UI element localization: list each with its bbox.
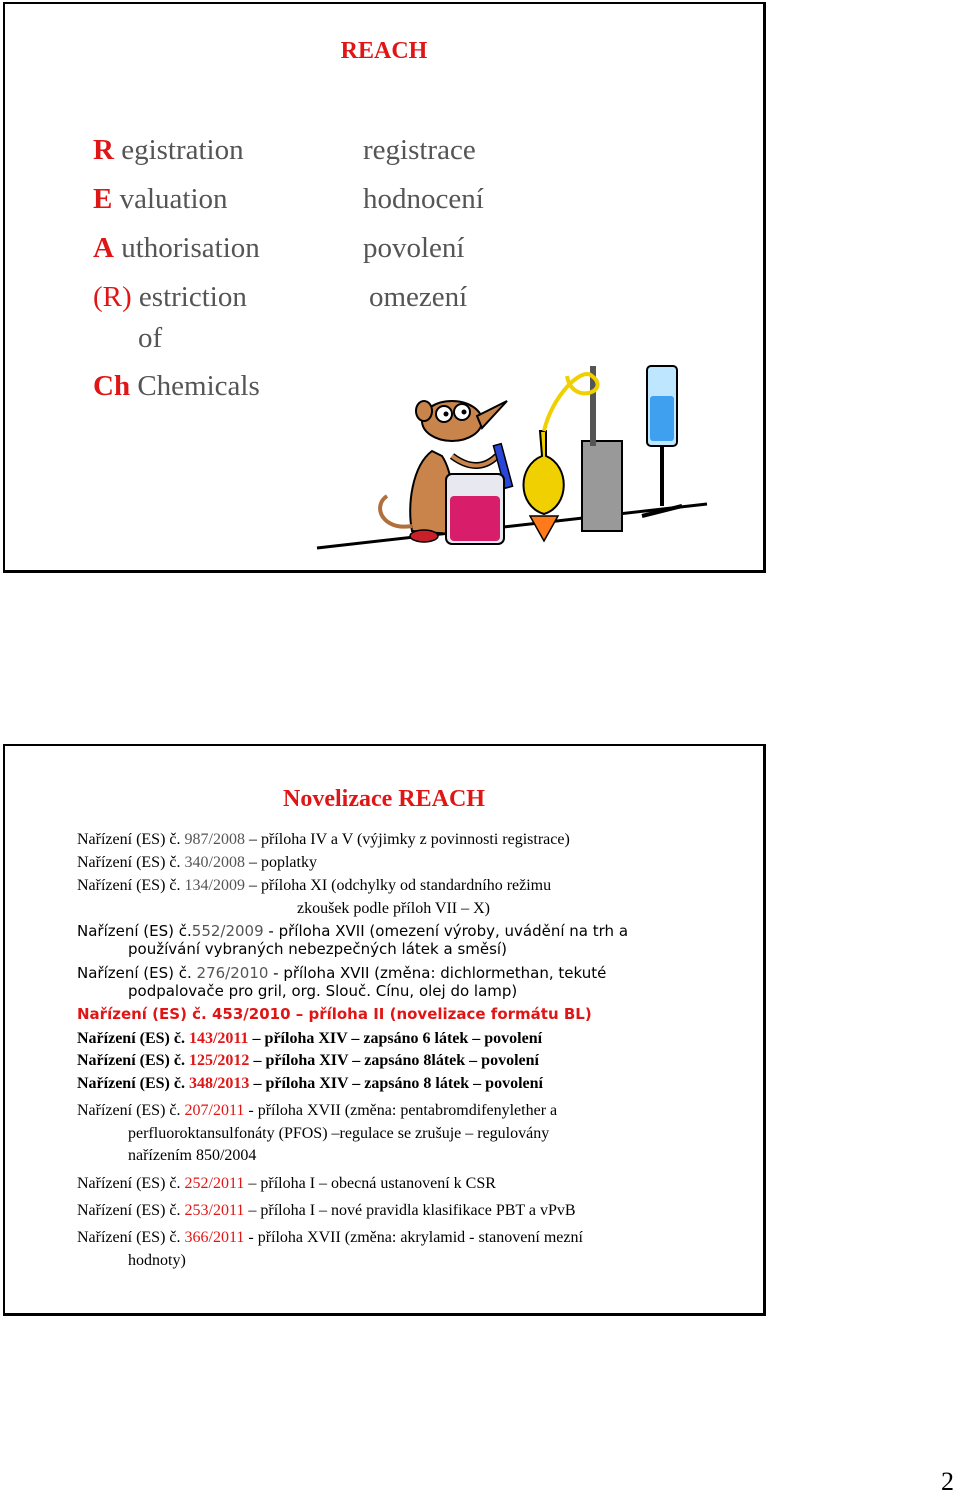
- rat-feet: [410, 530, 438, 542]
- regulation-continuation: nařízením 850/2004: [128, 1147, 257, 1164]
- regulation-line-bold: Nařízení (ES) č. 125/2012 – příloha XIV – zapsáno 8látek – povolení: [77, 1052, 539, 1069]
- regulation-line: Nařízení (ES) č. 207/2011 - příloha XVII (změna: pentabromdifenylether a: [77, 1102, 558, 1119]
- right-stand: [642, 446, 682, 516]
- lab-apparatus: [582, 441, 622, 531]
- regulation-line: Nařízení (ES) č. 987/2008 – příloha IV a V (výjimky z povinnosti registrace): [77, 831, 570, 848]
- condenser-tube: [544, 374, 598, 431]
- page-number: 2: [941, 1467, 954, 1496]
- translation-registrace: registrace: [363, 134, 476, 166]
- regulation-line: Nařízení (ES) č. 340/2008 – poplatky: [77, 854, 317, 871]
- translation-povoleni: povolení: [363, 232, 465, 264]
- acronym-word: valuation: [112, 183, 228, 215]
- acronym-of: of: [138, 322, 163, 354]
- slide-title: REACH: [340, 38, 428, 64]
- acronym-restriction: [93, 283, 247, 312]
- regulation-line-red: Nařízení (ES) č. 453/2010 – příloha II (novelizace formátu BL): [77, 1005, 592, 1023]
- acronym-letter: A: [93, 232, 114, 264]
- slide-title: Novelizace REACH: [283, 786, 485, 812]
- regulation-line: Nařízení (ES) č. 253/2011 – příloha I – nové pravidla klasifikace PBT a vPvB: [77, 1202, 576, 1219]
- regulation-line: Nařízení (ES) č. 252/2011 – příloha I – obecná ustanovení k CSR: [77, 1175, 496, 1192]
- acronym-letter: R: [93, 134, 114, 166]
- regulation-continuation: používání vybraných nebezpečných látek a směsí): [128, 940, 507, 958]
- slide-novelizace-reach: [3, 744, 766, 1316]
- regulation-line: Nařízení (ES) č. 276/2010 - příloha XVII (změna: dichlormethan, tekuté: [77, 964, 607, 982]
- regulation-continuation: perfluoroktansulfonáty (PFOS) –regulace se zrušuje – regulovány: [128, 1125, 550, 1142]
- regulation-line: Nařízení (ES) č.552/2009 - příloha XVII (omezení výroby, uvádění na trh a: [77, 922, 629, 940]
- acronym-word: uthorisation: [113, 232, 260, 264]
- acronym-letter: E: [93, 183, 113, 215]
- acronym-evaluation: [93, 185, 228, 214]
- regulation-line-bold: Nařízení (ES) č. 143/2011 – příloha XIV – zapsáno 6 látek – povolení: [77, 1030, 543, 1047]
- acronym-authorisation: [93, 234, 260, 263]
- round-flask: [523, 431, 563, 514]
- acronym-word: Chemicals: [130, 370, 260, 402]
- ground-line: [317, 504, 707, 548]
- acronym-word: estriction: [131, 281, 247, 313]
- beaker-liquid: [450, 496, 500, 541]
- acronym-registration: [93, 136, 244, 165]
- regulation-continuation: zkoušek podle příloh VII – X): [297, 900, 490, 917]
- acronym-letter: (R): [93, 281, 132, 313]
- rat-snout: [477, 401, 507, 428]
- acronym-word: egistration: [113, 134, 244, 166]
- regulation-line-bold: Nařízení (ES) č. 348/2013 – příloha XIV – zapsáno 8 látek – povolení: [77, 1075, 543, 1092]
- acronym-chemicals: [93, 372, 260, 401]
- translation-omezeni: omezení: [369, 281, 468, 313]
- lab-rat-illustration: [312, 356, 712, 556]
- translation-hodnoceni: hodnocení: [363, 183, 484, 215]
- rat-tail: [380, 496, 412, 527]
- acronym-letter: Ch: [93, 370, 131, 402]
- regulation-line: Nařízení (ES) č. 366/2011 - příloha XVII (změna: akrylamid - stanovení mezní: [77, 1229, 583, 1246]
- burner-flame: [530, 516, 558, 541]
- regulation-line: Nařízení (ES) č. 134/2009 – příloha XI (odchylky od standardního režimu: [77, 877, 552, 894]
- regulation-continuation: hodnoty): [128, 1252, 186, 1269]
- regulation-continuation: podpalovače pro gril, org. Slouč. Cínu, olej do lamp): [128, 982, 518, 1000]
